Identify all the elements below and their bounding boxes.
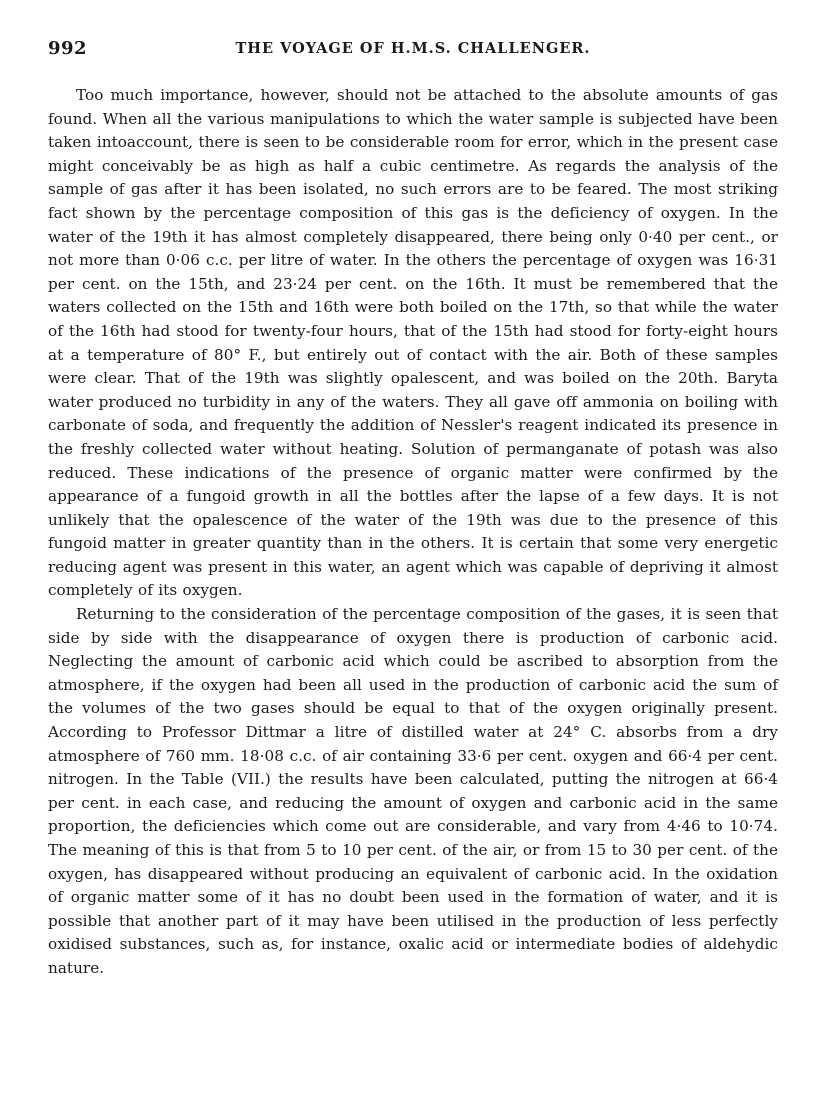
body-text bbox=[48, 84, 778, 981]
running-title: THE VOYAGE OF H.M.S. CHALLENGER. bbox=[235, 40, 591, 57]
book-page bbox=[48, 38, 778, 981]
running-head bbox=[48, 38, 778, 68]
paragraph-gas-amounts: Too much importance, however, should not be attached to the absolute amounts of gas found. When all the various manipulations to which the water sample is subjected have been taken intoaccount, there is seen to be considerable room for error, which in the present case might conceivably be as high as half a cubic centimetre. As regards the analysis of the sample of gas after it has been isolated, no such errors are to be feared. The most striking fact shown by the percentage composition of this gas is the deficiency of oxygen. In the water of the 19th it has almost completely disappeared, there being only 0·40 per cent., or not more than 0·06 c.c. per litre of water. In the others the percentage of oxygen was 16·31 per cent. on the 15th, and 23·24 per cent. on the 16th. It must be remembered that the waters collected on the 15th and 16th were both boiled on the 17th, so that while the water of the 16th had stood for twenty-four hours, that of the 15th had stood for forty-eight hours at a temperature of 80° F., but entirely out of contact with the air. Both of these samples were clear. That of the 19th was slightly opalescent, and was boiled on the 20th. Baryta water produced no turbidity in any of the waters. They all gave off ammonia on boiling with carbonate of soda, and frequently the addition of Nessler's reagent indicated its presence in the freshly collected water without heating. Solution of permanganate of potash was also reduced. These indications of the presence of organic matter were confirmed by the appearance of a fungoid growth in all the bottles after the lapse of a few days. It is not unlikely that the opalescence of the water of the 19th was due to the presence of this fungoid matter in greater quantity than in the others. It is certain that some very energetic reducing agent was present in this water, an agent which was capable of depriving it almost completely of its oxygen. bbox=[48, 86, 778, 600]
paragraph-percentage-composition: Returning to the consideration of the percentage composition of the gases, it is seen that side by side with the disappearance of oxygen there is production of carbonic acid. Neglecting the amount of carbonic acid which could be ascribed to absorption from the atmosphere, if the oxygen had been all used in the production of carbonic acid the sum of the volumes of the two gases should be equal to that of the oxygen originally present. According to Professor Dittmar a litre of distilled water at 24° C. absorbs from a dry atmosphere of 760 mm. 18·08 c.c. of air containing 33·6 per cent. oxygen and 66·4 per cent. nitrogen. In the Table (VII.) the results have been calculated, putting the nitrogen at 66·4 per cent. in each case, and reducing the amount of oxygen and carbonic acid in the same proportion, the deficiencies which come out are considerable, and vary from 4·46 to 10·74. The meaning of this is that from 5 to 10 per cent. of the air, or from 15 to 30 per cent. of the oxygen, has disappeared without producing an equivalent of carbonic acid. In the oxidation of organic matter some of it has no doubt been used in the formation of water, and it is possible that another part of it may have been utilised in the production of less perfectly oxidised substances, such as, for instance, oxalic acid or intermediate bodies of aldehydic nature. bbox=[48, 605, 778, 977]
page-number: 992 bbox=[48, 38, 88, 59]
